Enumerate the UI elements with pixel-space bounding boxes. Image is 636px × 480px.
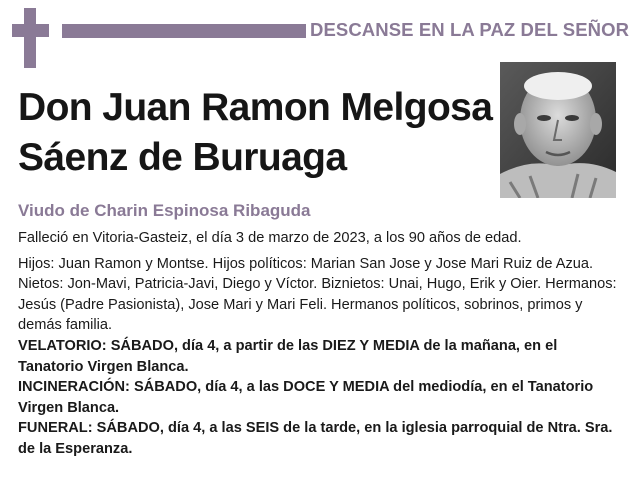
death-statement: Falleció en Vitoria-Gasteiz, el día 3 de marzo de 2023, a los 90 años de edad. — [18, 230, 522, 246]
banner-rule — [62, 24, 306, 38]
name-line-2: Sáenz de Buruaga — [18, 136, 347, 179]
velatorio-info: VELATORIO: SÁBADO, día 4, a partir de las DIEZ Y MEDIA de la mañana, en el Tanatorio Virgen Blanca. — [18, 337, 558, 375]
latin-cross-icon — [0, 0, 60, 70]
widower-subtitle: Viudo de Charin Espinosa Ribaguda — [18, 201, 311, 220]
name-line-1: Don Juan Ramon Melgosa — [18, 86, 493, 129]
deceased-name — [18, 83, 498, 183]
incineracion-info: INCINERACIÓN: SÁBADO, día 4, a las DOCE Y MEDIA del mediodía, en el Tanatorio Virgen Blanca. — [18, 379, 594, 416]
banner-title: DESCANSE EN LA PAZ DEL SEÑOR — [310, 19, 630, 40]
funeral-info: FUNERAL: SÁBADO, día 4, a las SEIS de la tarde, en la iglesia parroquial de Ntra. Sra. de la Esperanza. — [18, 420, 613, 457]
family-list: Hijos: Juan Ramon y Montse. Hijos políticos: Marian San Jose y Jose Mari Ruiz de Azua. Nietos: Jon-Mavi, Patricia-Javi, Diego y Víctor. Biznietos: Unai, Hugo, Erik y Oier. Hermanos: Jesús (Padre Pasionista), Jose Mari y Mari Feli. Hermanos políticos, sobrinos, primos y demás familia. — [18, 255, 617, 334]
notice-body — [18, 228, 620, 460]
portrait-photo — [500, 62, 616, 198]
